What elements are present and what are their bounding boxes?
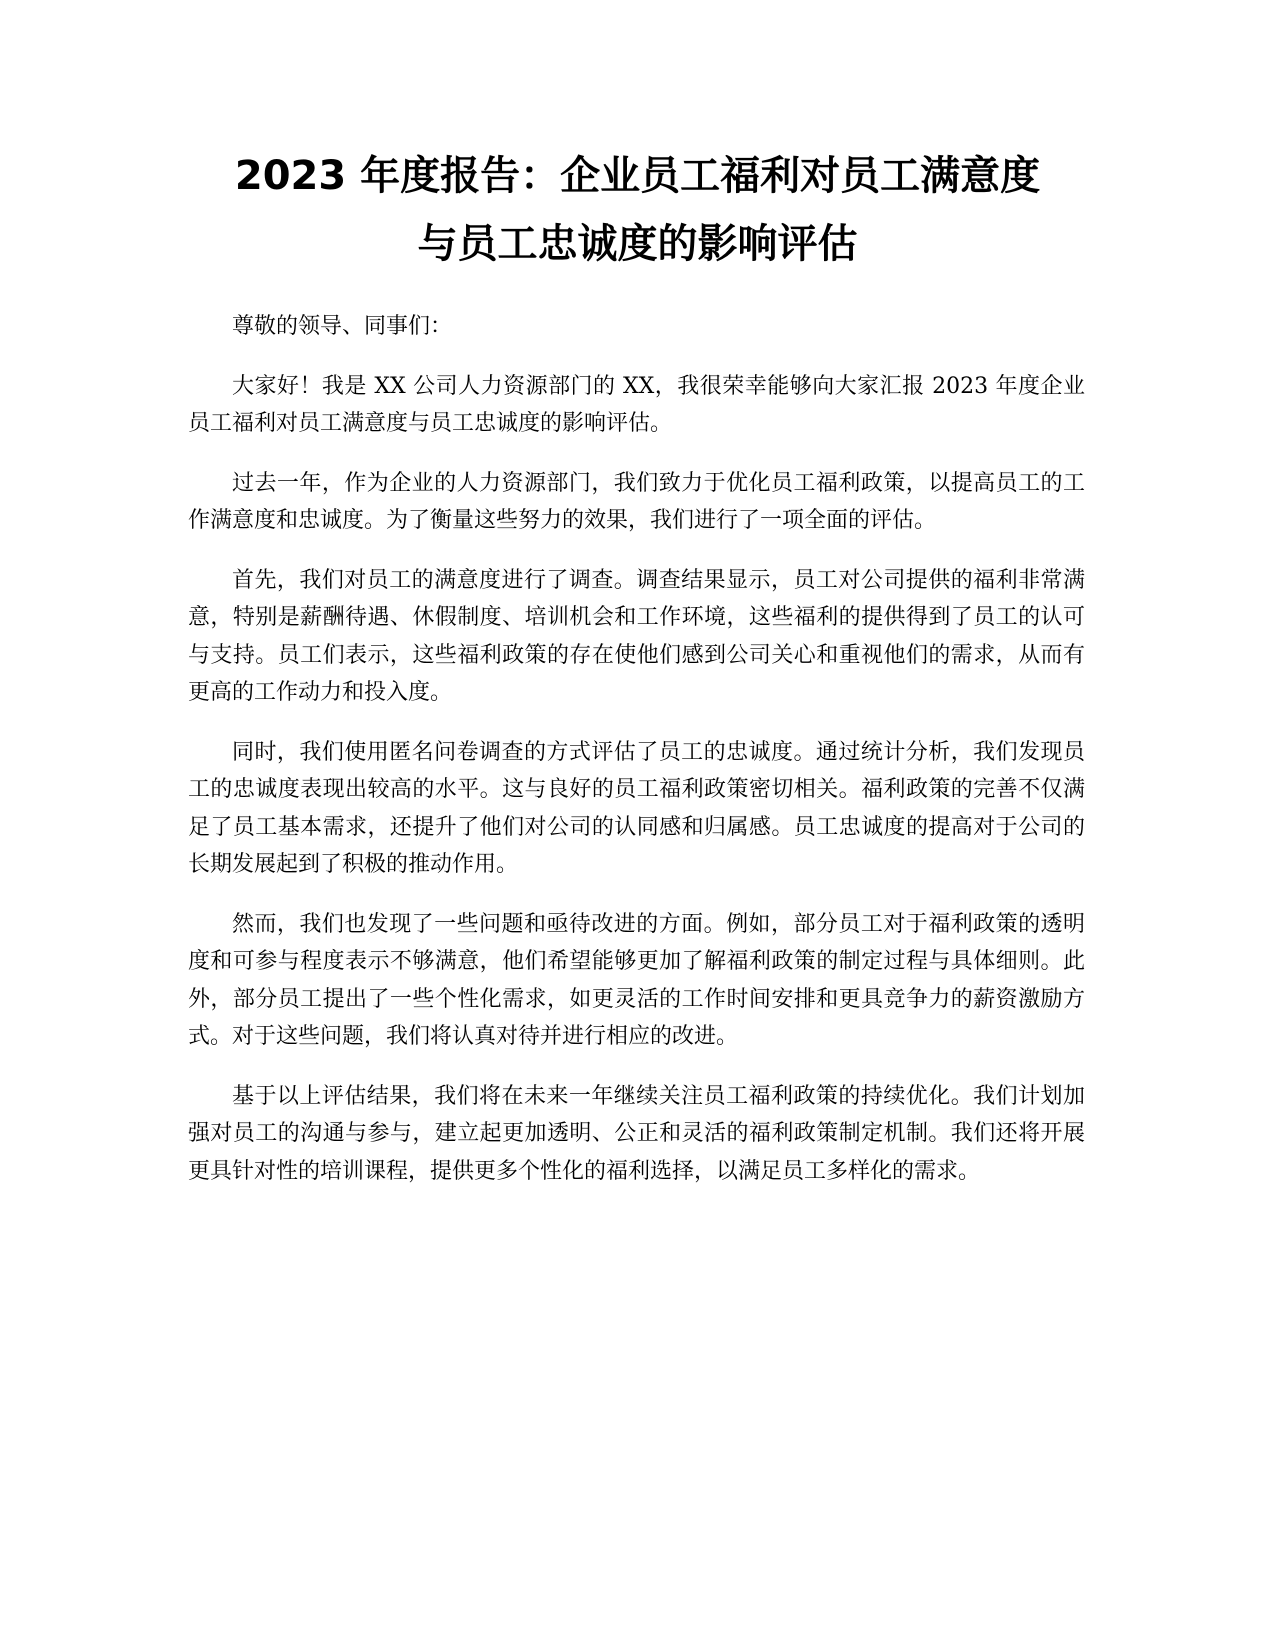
- paragraph-loyalty: 同时，我们使用匿名问卷调查的方式评估了员工的忠诚度。通过统计分析，我们发现员工的忠诚度表现出较高的水平。这与良好的员工福利政策密切相关。福利政策的完善不仅满足了员工基本需求，还提升了他们对公司的认同感和归属感。员工忠诚度的提高对于公司的长期发展起到了积极的推动作用。: [188, 739, 1085, 877]
- title-line-1: 2023 年度报告：企业员工福利对员工满意度: [234, 153, 1041, 199]
- paragraph-background: 过去一年，作为企业的人力资源部门，我们致力于优化员工福利政策，以提高员工的工作满意度和忠诚度。为了衡量这些努力的效果，我们进行了一项全面的评估。: [188, 470, 1085, 533]
- document-body: [188, 308, 1085, 1212]
- paragraph-plans: 基于以上评估结果，我们将在未来一年继续关注员工福利政策的持续优化。我们计划加强对员工的沟通与参与，建立起更加透明、公正和灵活的福利政策制定机制。我们还将开展更具针对性的培训课程，提供更多个性化的福利选择，以满足员工多样化的需求。: [188, 1083, 1085, 1184]
- document-title: [150, 142, 1125, 278]
- title-line-2: 与员工忠诚度的影响评估: [417, 221, 858, 267]
- paragraph-greeting: 大家好！我是 XX 公司人力资源部门的 XX，我很荣幸能够向大家汇报 2023 年度企业员工福利对员工满意度与员工忠诚度的影响评估。: [188, 373, 1085, 436]
- paragraph-satisfaction: 首先，我们对员工的满意度进行了调查。调查结果显示，员工对公司提供的福利非常满意，特别是薪酬待遇、休假制度、培训机会和工作环境，这些福利的提供得到了员工的认可与支持。员工们表示，这些福利政策的存在使他们感到公司关心和重视他们的需求，从而有更高的工作动力和投入度。: [188, 567, 1085, 705]
- salutation: 尊敬的领导、同事们：: [232, 314, 453, 339]
- paragraph-issues: 然而，我们也发现了一些问题和亟待改进的方面。例如，部分员工对于福利政策的透明度和可参与程度表示不够满意，他们希望能够更加了解福利政策的制定过程与具体细则。此外，部分员工提出了一些个性化需求，如更灵活的工作时间安排和更具竞争力的薪资激励方式。对于这些问题，我们将认真对待并进行相应的改进。: [188, 911, 1085, 1049]
